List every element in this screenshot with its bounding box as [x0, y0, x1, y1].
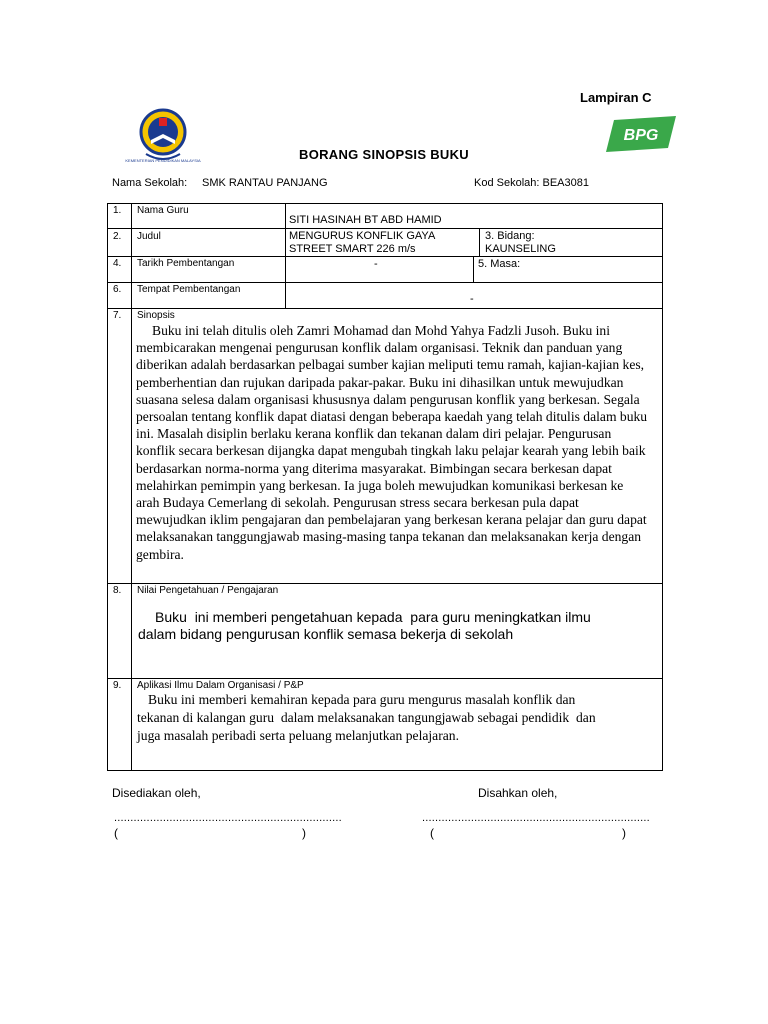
row-6-label: Tempat Pembentangan [137, 284, 241, 295]
row-8-label: Nilai Pengetahuan / Pengajaran [137, 585, 279, 596]
teacher-name: SITI HASINAH BT ABD HAMID [289, 214, 442, 226]
school-name-value: SMK RANTAU PANJANG [202, 177, 328, 189]
row-2-label: Judul [137, 231, 161, 242]
row-1-number: 1. [113, 205, 122, 216]
lampiran-label: Lampiran C [580, 90, 652, 105]
book-title-line-1: MENGURUS KONFLIK GAYA [289, 230, 436, 242]
knowledge-line-1: Buku ini memberi pengetahuan kepada para guru meningkatkan ilmu [155, 609, 591, 625]
field-label: 3. Bidang: [485, 230, 535, 242]
approved-by-label: Disahkan oleh, [478, 786, 558, 800]
application-line-3: juga masalah peribadi serta peluang melanjutkan pelajaran. [137, 728, 459, 743]
row-7-label: Sinopsis [137, 310, 175, 321]
knowledge-line-2: dalam bidang pengurusan konflik semasa bekerja di sekolah [138, 626, 514, 642]
approved-paren-open: ( [430, 826, 434, 840]
field-value: KAUNSELING [485, 243, 556, 255]
row-9-label: Aplikasi Ilmu Dalam Organisasi / P&P [137, 680, 304, 691]
application-line-1: Buku ini memberi kemahiran kepada para guru mengurus masalah konflik dan [148, 692, 576, 707]
form-title: BORANG SINOPSIS BUKU [299, 147, 469, 162]
school-code: Kod Sekolah: BEA3081 [474, 177, 589, 189]
application-line-2: tekanan di kalangan guru dalam melaksanakan tangungjawab sebagai pendidik dan [137, 710, 596, 725]
approved-signature-line: ...................................................................... [422, 812, 650, 824]
row-4-number: 4. [113, 258, 122, 269]
row-7-number: 7. [113, 310, 122, 321]
prepared-paren-open: ( [114, 826, 118, 840]
prepared-paren-close: ) [302, 826, 306, 840]
svg-text:KEMENTERIAN PENDIDIKAN MALAYSI: KEMENTERIAN PENDIDIKAN MALAYSIA [125, 158, 201, 163]
row-1-label: Nama Guru [137, 205, 189, 216]
approved-paren-close: ) [622, 826, 626, 840]
school-name-label: Nama Sekolah: [112, 177, 188, 189]
row-8-number: 8. [113, 585, 122, 596]
svg-text:BPG: BPG [623, 127, 659, 144]
row-6-number: 6. [113, 284, 122, 295]
presentation-date-value: - [374, 258, 378, 270]
synopsis-text: Buku ini telah ditulis oleh Zamri Mohamad dan Mohd Yahya Fadzli Jusoh. Buku ini membicarakan mengenai pengurusan konflik dalam organisasi. Teknik dan panduan yang diberikan adalah berdasarkan pelbagai sumber kajian meliputi temu ramah, kajian-kajian kes, pemberhentian dan rujukan daripada pakar-pakar. Buku ini dihasilkan untuk mewujudkan suasana selesa dalam organisasi khususnya dalam pengurusan konflik yang berkesan. Segala persoalan tentang konflik dapat diatasi dengan beberapa kaedah yang telah ditulis dalam buku ini. Masalah disiplin berlaku kerana konflik dan tekanan dalam diri pelajar. Pengurusan konflik secara berkesan dijangka dapat mengubah tingkah laku pelajar kearah yang lebih baik berdasarkan norma-norma yang diterima masyarakat. Bimbingan secara berkesan dapat melahirkan pemimpin yang berkesan. Ia juga boleh mewujudkan komunikasi berkesan ke arah Budaya Cemerlang di sekolah. Pengurusan stress secara berkesan pula dapat mewujudkan iklim pengajaran dan pembelajaran yang berkesan kerana pelajar dan guru dapat melaksanakan tanggungjawab masing-masing tanpa tekanan dan melaksanakan kerja dengan gembira. [136, 323, 648, 562]
row-4-label: Tarikh Pembentangan [137, 258, 235, 269]
time-label: 5. Masa: [478, 258, 521, 270]
prepared-signature-line: ...................................................................... [114, 812, 342, 824]
presentation-place-value: - [470, 293, 474, 305]
prepared-by-label: Disediakan oleh, [112, 786, 201, 800]
book-title-line-2: STREET SMART 226 m/s [289, 243, 416, 255]
row-2-number: 2. [113, 231, 122, 242]
row-9-number: 9. [113, 680, 122, 691]
